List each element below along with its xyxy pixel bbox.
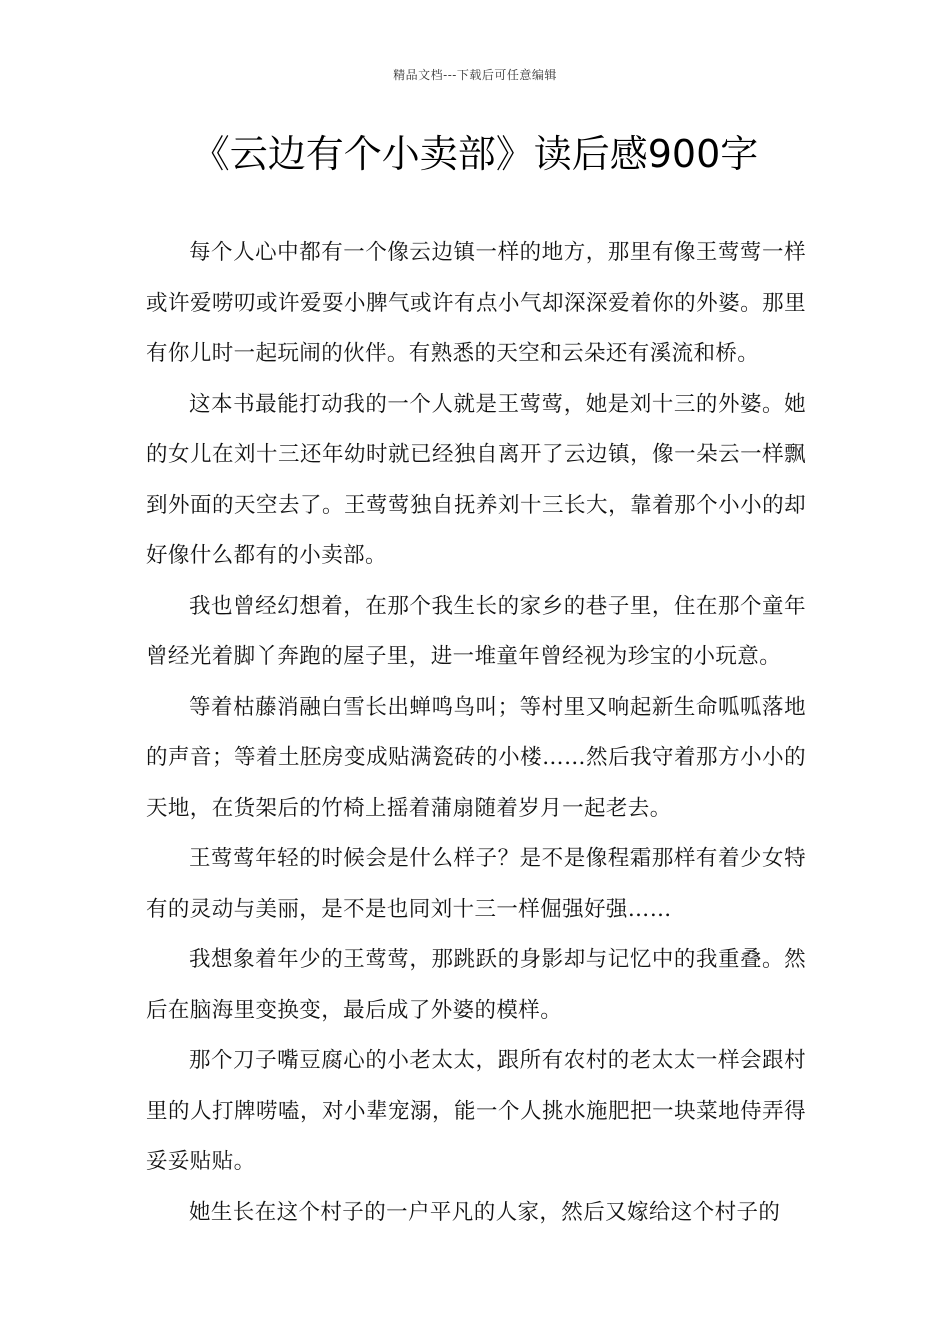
paragraph: 我想象着年少的王莺莺，那跳跃的身影却与记忆中的我重叠。然后在脑海里变换变，最后成了外婆的模样。 xyxy=(146,947,806,1023)
paragraph: 她生长在这个村子的一户平凡的人家，然后又嫁给这个村子的 xyxy=(189,1199,781,1225)
paragraph: 王莺莺年轻的时候会是什么样子？是不是像程霜那样有着少女特有的灵动与美丽，是不是也同刘十三一样倔强好强…… xyxy=(146,846,806,922)
header-note: 精品文档---下载后可任意编辑 xyxy=(393,68,557,82)
document-title: 《云边有个小卖部》读后感900字 xyxy=(191,132,759,176)
paragraph: 每个人心中都有一个像云边镇一样的地方，那里有像王莺莺一样或许爱唠叨或许爱耍小脾气或许有点小气却深深爱着你的外婆。那里有你儿时一起玩闹的伙伴。有熟悉的天空和云朵还有溪流和桥。 xyxy=(146,240,806,366)
paragraph: 等着枯藤消融白雪长出蝉鸣鸟叫；等村里又响起新生命呱呱落地的声音；等着土胚房变成贴满瓷砖的小楼……然后我守着那方小小的天地，在货架后的竹椅上摇着蒲扇随着岁月一起老去。 xyxy=(146,694,806,821)
document-body xyxy=(146,228,806,1238)
paragraph: 那个刀子嘴豆腐心的小老太太，跟所有农村的老太太一样会跟村里的人打牌唠嗑，对小辈宠溺，能一个人挑水施肥把一块菜地侍弄得妥妥贴贴。 xyxy=(146,1048,806,1174)
paragraph: 我也曾经幻想着，在那个我生长的家乡的巷子里，住在那个童年曾经光着脚丫奔跑的屋子里，进一堆童年曾经视为珍宝的小玩意。 xyxy=(146,593,806,669)
paragraph: 这本书最能打动我的一个人就是王莺莺，她是刘十三的外婆。她的女儿在刘十三还年幼时就已经独自离开了云边镇，像一朵云一样飘到外面的天空去了。王莺莺独自抚养刘十三长大，靠着那个小小的却好像什么都有的小卖部。 xyxy=(146,391,806,568)
